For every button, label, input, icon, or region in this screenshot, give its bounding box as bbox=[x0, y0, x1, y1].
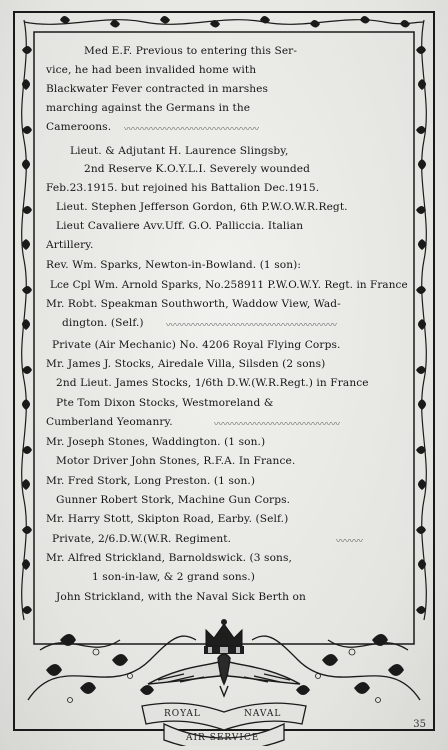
eagle-icon bbox=[148, 654, 300, 696]
entry-line: Private (Air Mechanic) No. 4206 Royal Flying Corps. bbox=[52, 339, 341, 351]
entry-line: Mr. Joseph Stones, Waddington. (1 son.) bbox=[46, 436, 266, 448]
entry-line: Rev. Wm. Sparks, Newton-in-Bowland. (1 son): bbox=[46, 259, 302, 271]
entry-line: 2nd Lieut. James Stocks, 1/6th D.W.(W.R.Regt.) in France bbox=[56, 377, 369, 389]
flourish-ornament: 〰〰〰〰〰〰〰〰〰〰〰〰〰〰〰 bbox=[124, 125, 260, 135]
entry-line: Med E.F. Previous to entering this Ser- bbox=[84, 45, 298, 57]
badge-label-bottom: AIR SERVICE bbox=[186, 733, 260, 743]
entry-line: Mr. James J. Stocks, Airedale Villa, Silsden (2 sons) bbox=[46, 358, 326, 370]
rnas-badge bbox=[124, 616, 324, 746]
entry-line: vice, he had been invalided home with bbox=[46, 64, 257, 76]
crown-icon bbox=[204, 619, 244, 654]
entry-line: Artillery. bbox=[46, 239, 94, 251]
entry-line: Lce Cpl Wm. Arnold Sparks, No.258911 P.W.O.W.Y. Regt. in France bbox=[50, 279, 408, 291]
entry-line: Cumberland Yeomanry. bbox=[46, 416, 173, 428]
entry-line: Blackwater Fever contracted in marshes bbox=[46, 83, 269, 95]
entry-line: Lieut. & Adjutant H. Laurence Slingsby, bbox=[70, 145, 289, 157]
entry-line: Motor Driver John Stones, R.F.A. In France. bbox=[56, 455, 296, 467]
entry-line: Mr. Fred Stork, Long Preston. (1 son.) bbox=[46, 475, 256, 487]
entry-line: marching against the Germans in the bbox=[46, 102, 251, 114]
entry-line: Mr. Alfred Strickland, Barnoldswick. (3 sons, bbox=[46, 552, 292, 564]
entry-line: Cameroons. bbox=[46, 121, 112, 133]
badge-label-right: NAVAL bbox=[244, 709, 282, 719]
entry-line: Pte Tom Dixon Stocks, Westmoreland & bbox=[56, 397, 274, 409]
entry-line: Feb.23.1915. but rejoined his Battalion Dec.1915. bbox=[46, 182, 320, 194]
entry-line: Mr. Harry Stott, Skipton Road, Earby. (Self.) bbox=[46, 513, 289, 525]
entry-line: Private, 2/6.D.W.(W.R. Regiment. bbox=[52, 533, 232, 545]
entry-line: Lieut Cavaliere Avv.Uff. G.O. Palliccia. Italian bbox=[56, 220, 304, 232]
badge-label-left: ROYAL bbox=[164, 709, 201, 719]
entry-line: 2nd Reserve K.O.Y.L.I. Severely wounded bbox=[84, 163, 311, 175]
entry-line: Mr. Robt. Speakman Southworth, Waddow View, Wad- bbox=[46, 298, 341, 310]
entry-line: 1 son-in-law, & 2 grand sons.) bbox=[92, 571, 255, 583]
flourish-ornament: 〰〰〰〰〰〰〰〰〰〰〰〰〰〰〰〰〰〰〰 bbox=[166, 321, 338, 331]
entry-line: dington. (Self.) bbox=[62, 317, 144, 329]
entry-line: John Strickland, with the Naval Sick Berth on bbox=[56, 591, 306, 603]
flourish-ornament: 〰〰〰〰〰〰〰〰〰〰〰〰〰〰 bbox=[214, 420, 341, 430]
flourish-ornament: 〰〰〰 bbox=[336, 537, 364, 547]
entry-line: Lieut. Stephen Jefferson Gordon, 6th P.W.O.W.R.Regt. bbox=[56, 201, 348, 213]
entry-line: Gunner Robert Stork, Machine Gun Corps. bbox=[56, 494, 291, 506]
page-number: 35 bbox=[413, 719, 426, 730]
